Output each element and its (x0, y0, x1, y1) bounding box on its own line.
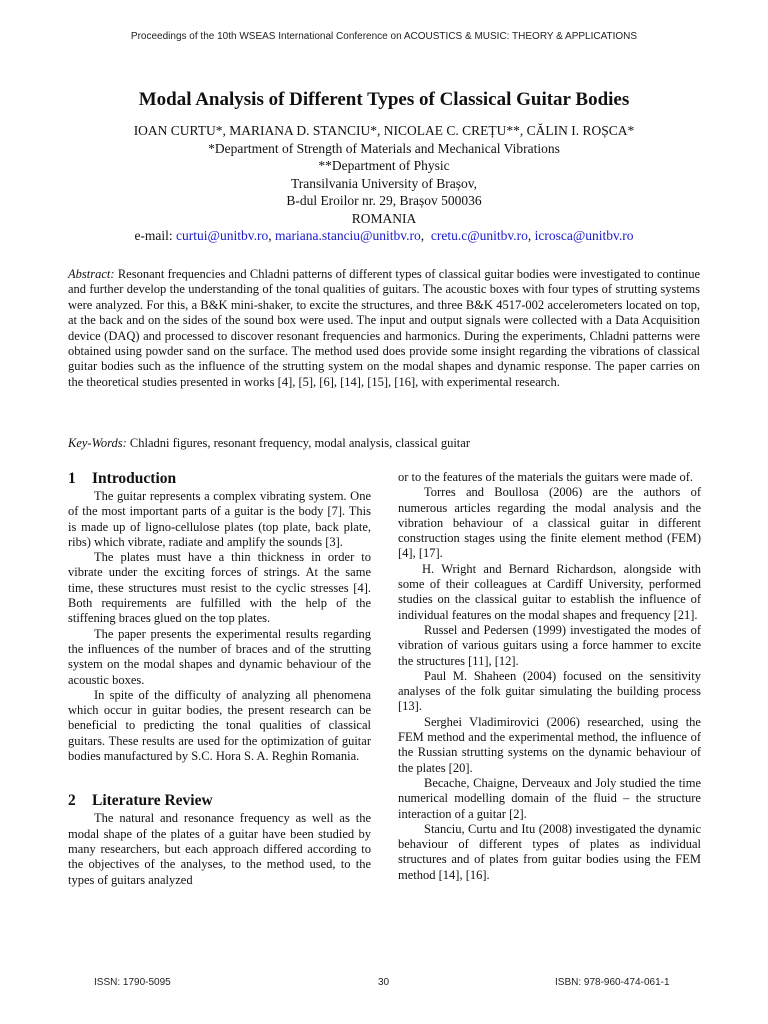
paragraph: Stanciu, Curtu and Itu (2008) investigated the dynamic behaviour of different types of plates as individual structures and of plates from guitar bodies using the FEM method [14], [16]. (398, 821, 701, 882)
keywords (68, 436, 700, 451)
email-link-rosca[interactable]: icrosca@unitbv.ro (534, 228, 634, 243)
email-link-stanciu[interactable]: mariana.stanciu@unitbv.ro (274, 228, 421, 243)
left-column (68, 469, 371, 888)
section-2-title: Literature Review (92, 792, 213, 810)
paragraph: The plates must have a thin thickness in order to vibrate under the exciting forces of strings. At the same time, these structures must resist to the cyclic stresses [4]. Both requirements are fulfilled with the help of the stiffening braces glued on the top plates. (68, 550, 371, 626)
running-head: Proceedings of the 10th WSEAS International Conference on ACOUSTICS & MUSIC: THEORY & APPLICATIONS (130, 31, 638, 42)
affiliation-2: **Department of Physic (318, 158, 450, 173)
authors: IOAN CURTU*, MARIANA D. STANCIU*, NICOLAE C. CREȚU**, CĂLIN I. ROȘCA* (133, 123, 635, 138)
affiliation-1: *Department of Strength of Materials and Mechanical Vibrations (208, 140, 560, 156)
university: Transilvania University of Brașov, (290, 175, 478, 191)
paragraph: The guitar represents a complex vibrating system. One of the most important parts of a guitar is the body [7]. This is made up of ligno-cellulose plates (top plate, back plate, ribs) which vibrate, radiate and amplify the sounds [3]. (68, 489, 371, 549)
paragraph: Paul M. Shaheen (2004) focused on the sensitivity analyses of the folk guitar simulating the building process [13]. (398, 668, 701, 714)
paragraph: In spite of the difficulty of analyzing all phenomena which occur in guitar bodies, the present research can be beneficial to predicting the tonal qualities of classical guitars. These results are used for the optimization of guitar bodies manufactured by S.C. Hora S. A. Reghin Romania. (68, 687, 371, 764)
section-2-number: 2 (68, 792, 76, 810)
email-link-cretu[interactable]: cretu.c@unitbv.ro (430, 228, 528, 243)
country: ROMANIA (351, 210, 417, 226)
footer-isbn: ISBN: 978-960-474-061-1 (555, 977, 670, 988)
paragraph: or to the features of the materials the guitars were made of. (398, 470, 694, 484)
abstract-label: Abstract: (68, 267, 115, 281)
paragraph: Torres and Boullosa (2006) are the authors of numerous articles regarding the modal analysis and the vibration behaviour of a classical guitar in different construction stages using the finite element method (FEM) [4], [17]. (398, 485, 701, 561)
email-line: e-mail: curtui@unitbv.ro, mariana.stanciu@unitbv.ro, cretu.c@unitbv.ro, icrosca@unitbv.ro (134, 228, 634, 243)
author-block (0, 122, 768, 245)
paragraph: Becache, Chaigne, Derveaux and Joly studied the time numerical modelling domain of the fluid – the structure interaction of a guitar [2]. (398, 775, 701, 821)
paragraph: Serghei Vladimirovici (2006) researched, using the FEM method and the experimental method, the influence of the Russian strutting systems on the dynamic behaviour of the plates [20]. (398, 714, 701, 775)
paragraph: H. Wright and Bernard Richardson, alongside with some of their colleagues at Cardiff University, performed studies on the classical guitar to establish the influence of individual features on the modal shapes and frequency [21]. (398, 561, 701, 622)
right-column (398, 470, 701, 883)
keywords-label: Key-Words: (68, 436, 127, 450)
section-2-heading (68, 791, 371, 811)
section-1-title: Introduction (92, 470, 177, 487)
footer-page-number: 30 (378, 977, 390, 988)
paragraph: Russel and Pedersen (1999) investigated the modes of vibration of various guitars using a force hammer to excite the structures [11], [12]. (398, 622, 701, 668)
email-label: e-mail: (134, 228, 173, 243)
email-link-curtu[interactable]: curtui@unitbv.ro (176, 228, 269, 243)
paragraph: The paper presents the experimental results regarding the influences of the number of braces and of the strutting system on the modal shapes and dynamic behaviour of the acoustic boxes. (68, 626, 371, 687)
paragraph: The natural and resonance frequency as well as the modal shape of the plates of a guitar have been studied by many researchers, but each approach differed according to the objectives of the analyses, to the method used, to the types of guitars analyzed (68, 811, 371, 887)
section-1-number: 1 (68, 470, 76, 487)
abstract (68, 267, 700, 390)
keywords-text: Chladni figures, resonant frequency, modal analysis, classical guitar (129, 436, 470, 450)
abstract-text: Resonant frequencies and Chladni patterns of different types of classical guitar bodies were investigated to continue and further develop the understanding of the tonal qualities of guitars. The acoustic boxes with four types of strutting systems were analyzed. For this, a B&K mini-shaker, to excite the structures, and three B&K 4517-002 accelerometers located on top, at the back and on the sides of the sound box were used. The input and output signals were collected with a Data Acquisition device (DAQ) and processed to discover resonant frequencies and harmonics. During the experiments, Chladni patterns were obtained using powder sand on the surface. The method used does provide some insight regarding the vibrations of classical guitar bodies such as the influence of the strutting system on the modal shapes and dynamic response. The paper carries on the theoretical studies presented in works [4], [5], [6], [14], [15], [16], with experimental research. (68, 267, 700, 389)
paper-title: Modal Analysis of Different Types of Classical Guitar Bodies (138, 89, 630, 110)
footer-issn: ISSN: 1790-5095 (94, 977, 171, 988)
section-1-heading (68, 469, 371, 489)
address: B-dul Eroilor nr. 29, Brașov 500036 (286, 193, 482, 208)
